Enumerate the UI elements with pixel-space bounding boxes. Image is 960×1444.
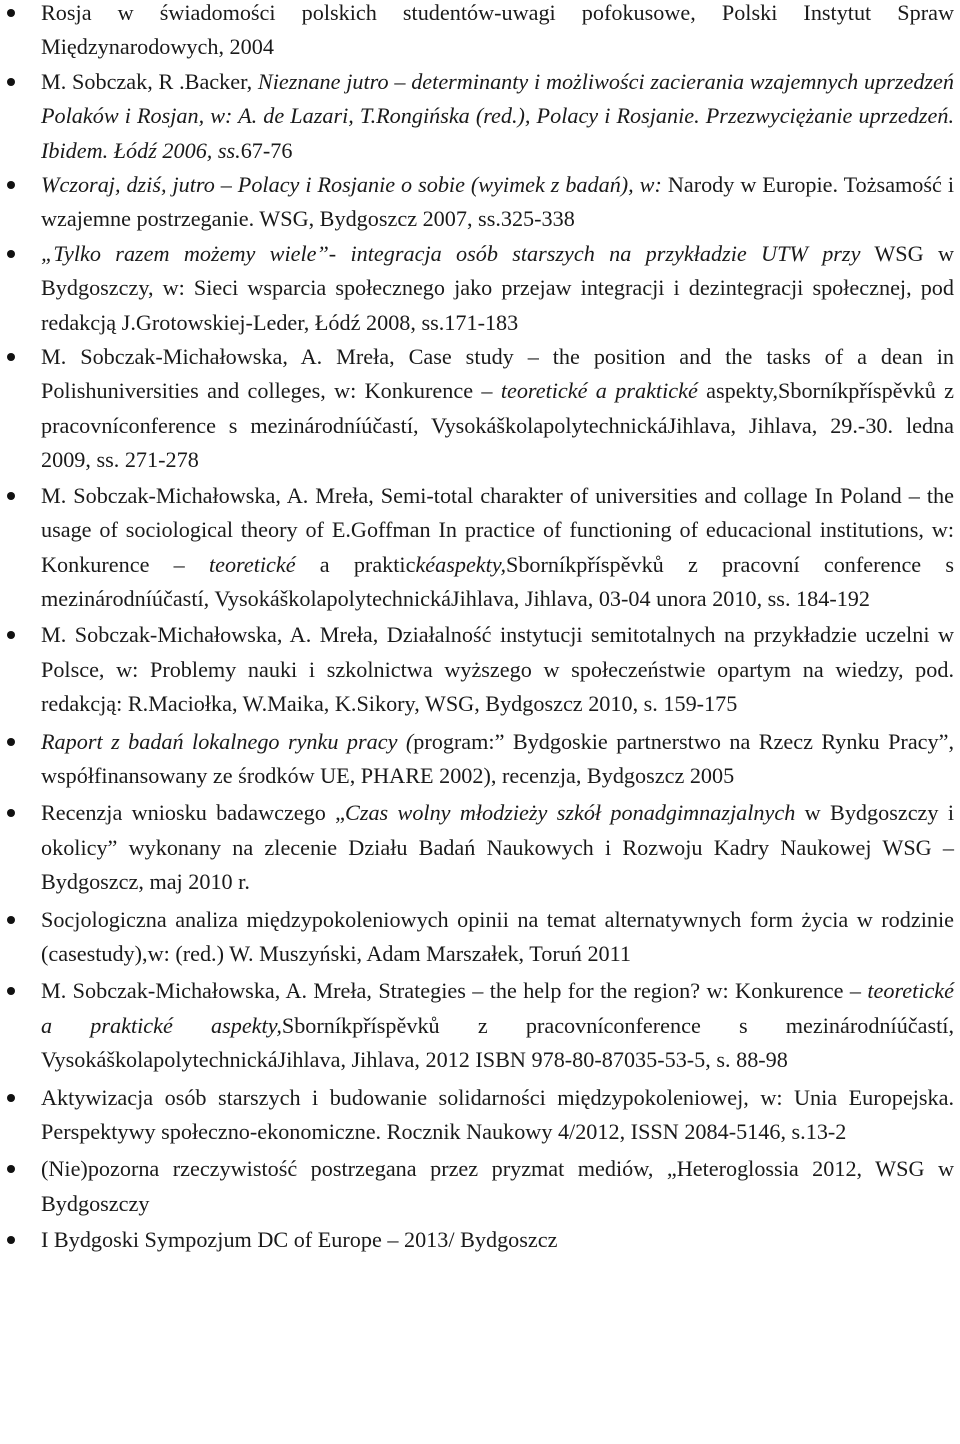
bibliography-entry bbox=[41, 479, 954, 617]
entry-text: Narody w Europie. Tożsamość i wzajemne postrzeganie. WSG, Bydgoszcz 2007, ss.325-338 bbox=[41, 172, 954, 232]
entry-text: w Bydgoszczy i okolicy” wykonany na zlecenie Działu Badań Naukowych i Rozwoju Kadry Naukowej WSG – Bydgoszcz, maj 2010 r. bbox=[41, 800, 954, 895]
entry-text: M. Sobczak-Michałowska, A. Mreła, Strategies – the help for the region? w: Konkurence – bbox=[41, 978, 868, 1004]
entry-text: Recenzja wniosku badawczego „ bbox=[41, 800, 346, 826]
bullet-icon bbox=[7, 916, 15, 924]
bibliography-entry bbox=[41, 618, 954, 721]
entry-text-italic: teoretické bbox=[208, 551, 296, 577]
bullet-icon bbox=[7, 78, 15, 86]
entry-text: (Nie)pozorna rzeczywistość postrzegana przez pryzmat mediów, „Heteroglossia 2012, WSG w Bydgoszczy bbox=[41, 1156, 954, 1216]
bullet-icon bbox=[7, 181, 15, 189]
entry-text: Sborníkpříspěvků z pracovníconference s mezinárodníúčastí, VysokáškolapolytechnickáJihlava, Jihlava, 2012 ISBN 978-80-87035-53-5, s. 88-98 bbox=[41, 1012, 954, 1073]
bibliography-entry bbox=[41, 974, 954, 1077]
entry-text-italic: Nieznane jutro – determinanty i możliwości zacierania wzajemnych uprzedzeń Polaków i Rosjan, w: A. de Lazari, T.Rongińska (red.), Polacy i Rosjanie. Przezwyciężanie uprzedzeń. Ibidem. Łódź 2006, ss. bbox=[41, 68, 954, 163]
bibliography-entry bbox=[41, 168, 954, 237]
bibliography-entry bbox=[41, 65, 954, 168]
entry-text: Rosja w świadomości polskich studentów-uwagi pofokusowe, Polski Instytut Spraw Międzynarodowych, 2004 bbox=[41, 0, 954, 60]
bullet-icon bbox=[7, 738, 15, 746]
bibliography-entry bbox=[41, 1223, 954, 1257]
bibliography-entry bbox=[41, 0, 954, 65]
entry-text: I Bydgoski Sympozjum DC of Europe – 2013/ Bydgoszcz bbox=[41, 1227, 558, 1253]
entry-text: M. Sobczak, R .Backer, bbox=[41, 68, 258, 94]
entry-text-italic: Wczoraj, dziś, jutro – Polacy i Rosjanie o sobie (wyimek z badań), w: bbox=[41, 172, 662, 198]
entry-text: Sborníkpříspěvků z pracovní conference s mezinárodníúčastí, VysokáškolapolytechnickáJihlava, Jihlava, 03-04 unora 2010, ss. 184-192 bbox=[41, 551, 954, 611]
bullet-icon bbox=[7, 809, 15, 817]
bullet-icon bbox=[7, 492, 15, 500]
entry-text: a praktic bbox=[295, 551, 416, 577]
entry-text-italic: teoretické a praktické aspekty, bbox=[41, 978, 954, 1038]
entry-text: M. Sobczak-Michałowska, A. Mreła, Case study – the position and the tasks of a dean in Polishuniversities and colleges, w: Konkurence – bbox=[41, 344, 954, 404]
bibliography-entry bbox=[41, 1152, 954, 1221]
bullet-icon bbox=[7, 987, 15, 995]
entry-text-italic: kéaspekty, bbox=[415, 551, 506, 577]
entry-text: Socjologiczna analiza międzypokoleniowych opinii na temat alternatywnych form życia w rodzinie (casestudy),w: (red.) W. Muszyński, Adam Marszałek, Toruń 2011 bbox=[41, 906, 954, 966]
entry-text: WSG w Bydgoszczy, w: Sieci wsparcia społecznego jako przejaw integracji i dezintegracji społecznej, pod redakcją J.Grotowskiej-Leder, Łódź 2008, ss.171-183 bbox=[41, 240, 954, 335]
bullet-icon bbox=[7, 353, 15, 361]
entry-text: aspekty,Sborníkpříspěvků z pracovníconference s mezinárodníúčastí, VysokáškolapolytechnickáJihlava, Jihlava, 29.-30. ledna 2009, ss. 271-278 bbox=[41, 378, 954, 473]
bibliography-entry bbox=[41, 1081, 954, 1150]
bibliography-entry bbox=[41, 796, 954, 899]
bibliography-entry bbox=[41, 903, 954, 972]
entry-text: program:” Bydgoskie partnerstwo na Rzecz Rynku Pracy”, współfinansowany ze środków UE, PHARE 2002), recenzja, Bydgoszcz 2005 bbox=[41, 728, 954, 788]
entry-text-italic: Raport z badań lokalnego rynku pracy ( bbox=[41, 728, 414, 754]
bullet-icon bbox=[7, 1236, 15, 1244]
bullet-icon bbox=[7, 250, 15, 258]
bibliography-entry bbox=[41, 725, 954, 794]
entry-text: 67-76 bbox=[240, 137, 293, 163]
entry-text-italic: Czas wolny młodzieży szkół ponadgimnazjalnych bbox=[345, 800, 796, 826]
bullet-icon bbox=[7, 1094, 15, 1102]
bullet-icon bbox=[7, 1165, 15, 1173]
bullet-icon bbox=[7, 631, 15, 639]
bibliography-entry bbox=[41, 340, 954, 478]
bibliography-entry bbox=[41, 237, 954, 340]
entry-text: M. Sobczak-Michałowska, A. Mreła, Semi-total charakter of universities and collage In Poland – the usage of sociological theory of E.Goffman In practice of functioning of educacional institutions, w: Konkurence – bbox=[41, 482, 954, 577]
entry-text: M. Sobczak-Michałowska, A. Mreła, Działalność instytucji semitotalnych na przykładzie uczelni w Polsce, w: Problemy nauki i szkolnictwa wyższego w społeczeństwie opartym na wiedzy, pod. redakcją: R.Maciołka, W.Maika, K.Sikory, WSG, Bydgoszcz 2010, s. 159-175 bbox=[41, 622, 954, 717]
entry-text-italic: „Tylko razem możemy wiele”- integracja osób starszych na przykładzie UTW przy bbox=[41, 240, 861, 266]
entry-text: Aktywizacja osób starszych i budowanie solidarności międzypokoleniowej, w: Unia Europejska. Perspektywy społeczno-ekonomiczne. Rocznik Naukowy 4/2012, ISSN 2084-5146, s.13-2 bbox=[41, 1084, 954, 1144]
entry-text-italic: teoretické a praktické bbox=[500, 378, 698, 404]
bullet-icon bbox=[7, 9, 15, 17]
